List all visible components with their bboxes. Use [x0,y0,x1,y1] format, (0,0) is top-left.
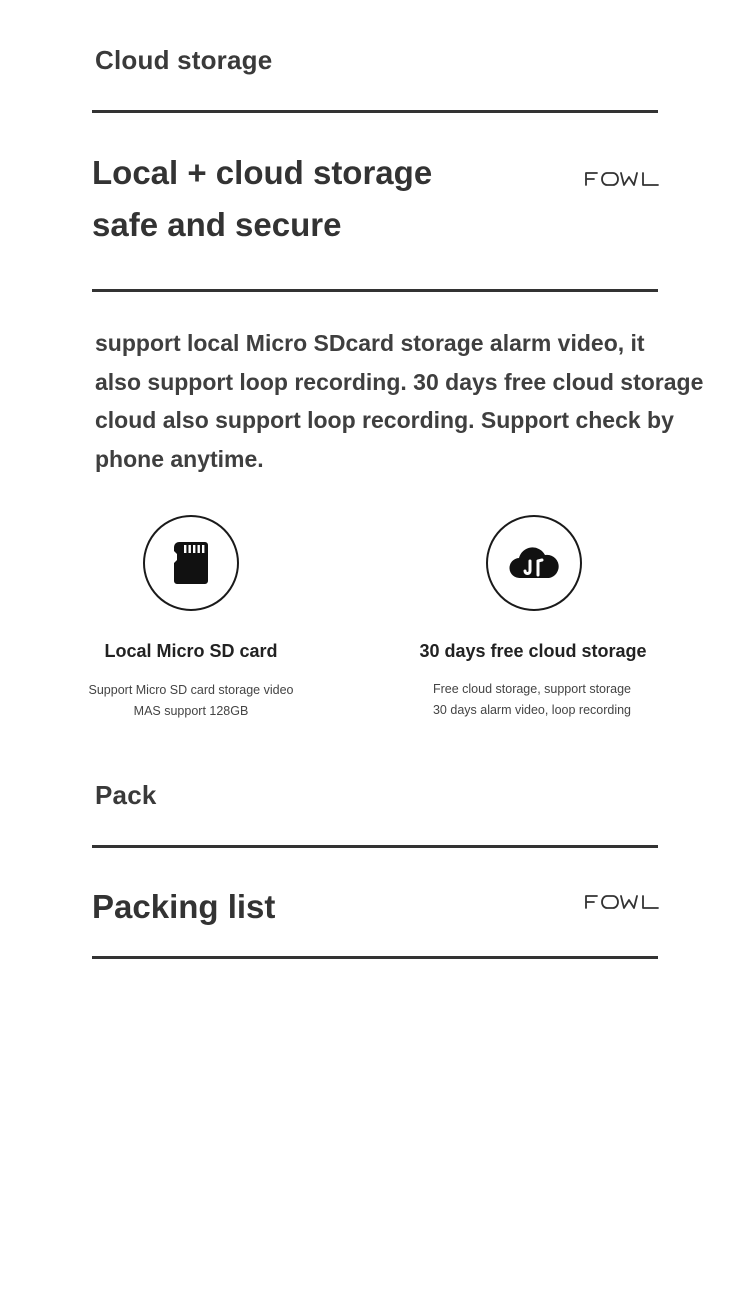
packing-list-headline: Packing list [92,888,276,925]
feature-description-line: MAS support 128GB [133,704,249,718]
description-paragraph [95,324,715,478]
feature-description-line: 30 days alarm video, loop recording [432,703,632,717]
description-line: phone anytime. [95,445,264,472]
section-label-cloud-storage: Cloud storage [95,45,273,75]
section-label-pack: Pack [95,780,157,810]
divider [92,956,658,959]
feature-title: 30 days free cloud storage [419,641,647,661]
headline-line-1: Local + cloud storage [92,154,433,191]
fowl-logo [585,170,659,188]
divider [92,845,658,848]
feature-title: Local Micro SD card [104,641,278,661]
sd-card-icon [173,541,209,585]
feature-description [382,679,682,721]
description-line: also support loop recording. 30 days free cloud storage [95,368,704,395]
fowl-logo-text: FOWL [585,170,588,171]
description-line: cloud also support loop recording. Support check by [95,407,674,433]
fowl-logo-text: FOWL [585,893,588,894]
headline-line-2: safe and secure [92,206,342,243]
cloud-icon [509,546,559,580]
sd-card-icon-circle [143,515,239,611]
feature-description-line: Free cloud storage, support storage [432,682,632,696]
feature-description [41,680,341,722]
fowl-logo [585,893,659,911]
description-line: support local Micro SDcard storage alarm video, it [95,330,645,356]
cloud-icon-circle [486,515,582,611]
divider [92,289,658,292]
feature-description-line: Support Micro SD card storage video [88,683,294,697]
divider [92,110,658,113]
